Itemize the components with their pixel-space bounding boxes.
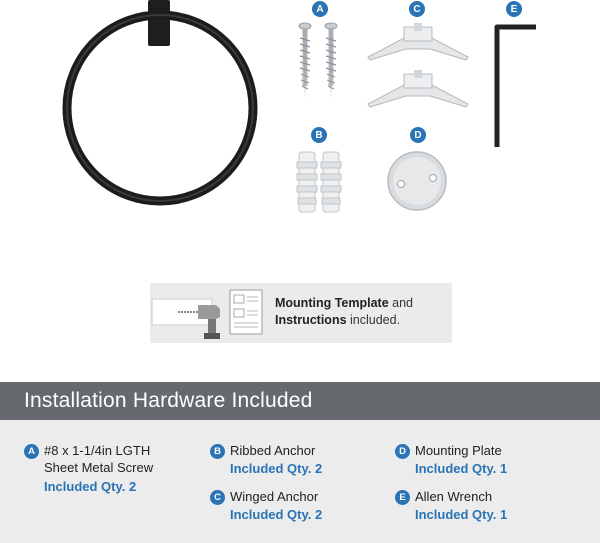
- hardware-item-b: [210, 442, 380, 482]
- item-qty: Included Qty. 2: [230, 507, 323, 522]
- template-suffix: included.: [346, 313, 401, 327]
- item-qty: Included Qty. 1: [415, 461, 508, 476]
- hardware-item-e: [395, 488, 575, 528]
- hardware-item-a: [24, 442, 194, 502]
- badge-e-icon: E: [395, 490, 410, 505]
- screw-icon: [299, 23, 337, 98]
- mounting-plate-icon: [388, 152, 446, 210]
- badge-d-icon: D: [410, 127, 426, 143]
- item-name: Mounting Plate: [415, 443, 502, 458]
- mounting-template-card: [150, 283, 452, 343]
- badge-b-icon: B: [311, 127, 327, 143]
- instructions-label: Instructions: [275, 313, 347, 327]
- badge-c-icon: C: [409, 1, 425, 17]
- item-qty: Included Qty. 2: [44, 479, 137, 494]
- section-title: Installation Hardware Included: [24, 389, 313, 412]
- template-label: Mounting Template: [275, 296, 389, 310]
- item-name: Ribbed Anchor: [230, 443, 316, 458]
- allen-wrench-icon: [497, 27, 536, 147]
- hardware-header: [0, 382, 600, 420]
- towel-ring-icon: [67, 0, 253, 201]
- template-caption: [275, 295, 450, 329]
- hardware-item-d: [395, 442, 575, 482]
- item-name: Winged Anchor: [230, 489, 319, 504]
- winged-anchor-icon: [368, 23, 468, 107]
- badge-a-icon: A: [24, 444, 39, 459]
- hardware-item-c: [210, 488, 380, 528]
- badge-d-icon: D: [395, 444, 410, 459]
- template-conjunction: and: [388, 296, 413, 310]
- item-qty: Included Qty. 1: [415, 507, 508, 522]
- badge-a-icon: A: [312, 1, 328, 17]
- badge-e-icon: E: [506, 1, 522, 17]
- badge-c-icon: C: [210, 490, 225, 505]
- ribbed-anchor-icon: [297, 152, 341, 212]
- item-name: Allen Wrench: [415, 489, 493, 504]
- item-qty: Included Qty. 2: [230, 461, 323, 476]
- hardware-list: [0, 420, 600, 543]
- item-name: #8 x 1-1/4in LGTH Sheet Metal Screw: [44, 443, 154, 475]
- drill-template-icon: [150, 283, 274, 343]
- badge-b-icon: B: [210, 444, 225, 459]
